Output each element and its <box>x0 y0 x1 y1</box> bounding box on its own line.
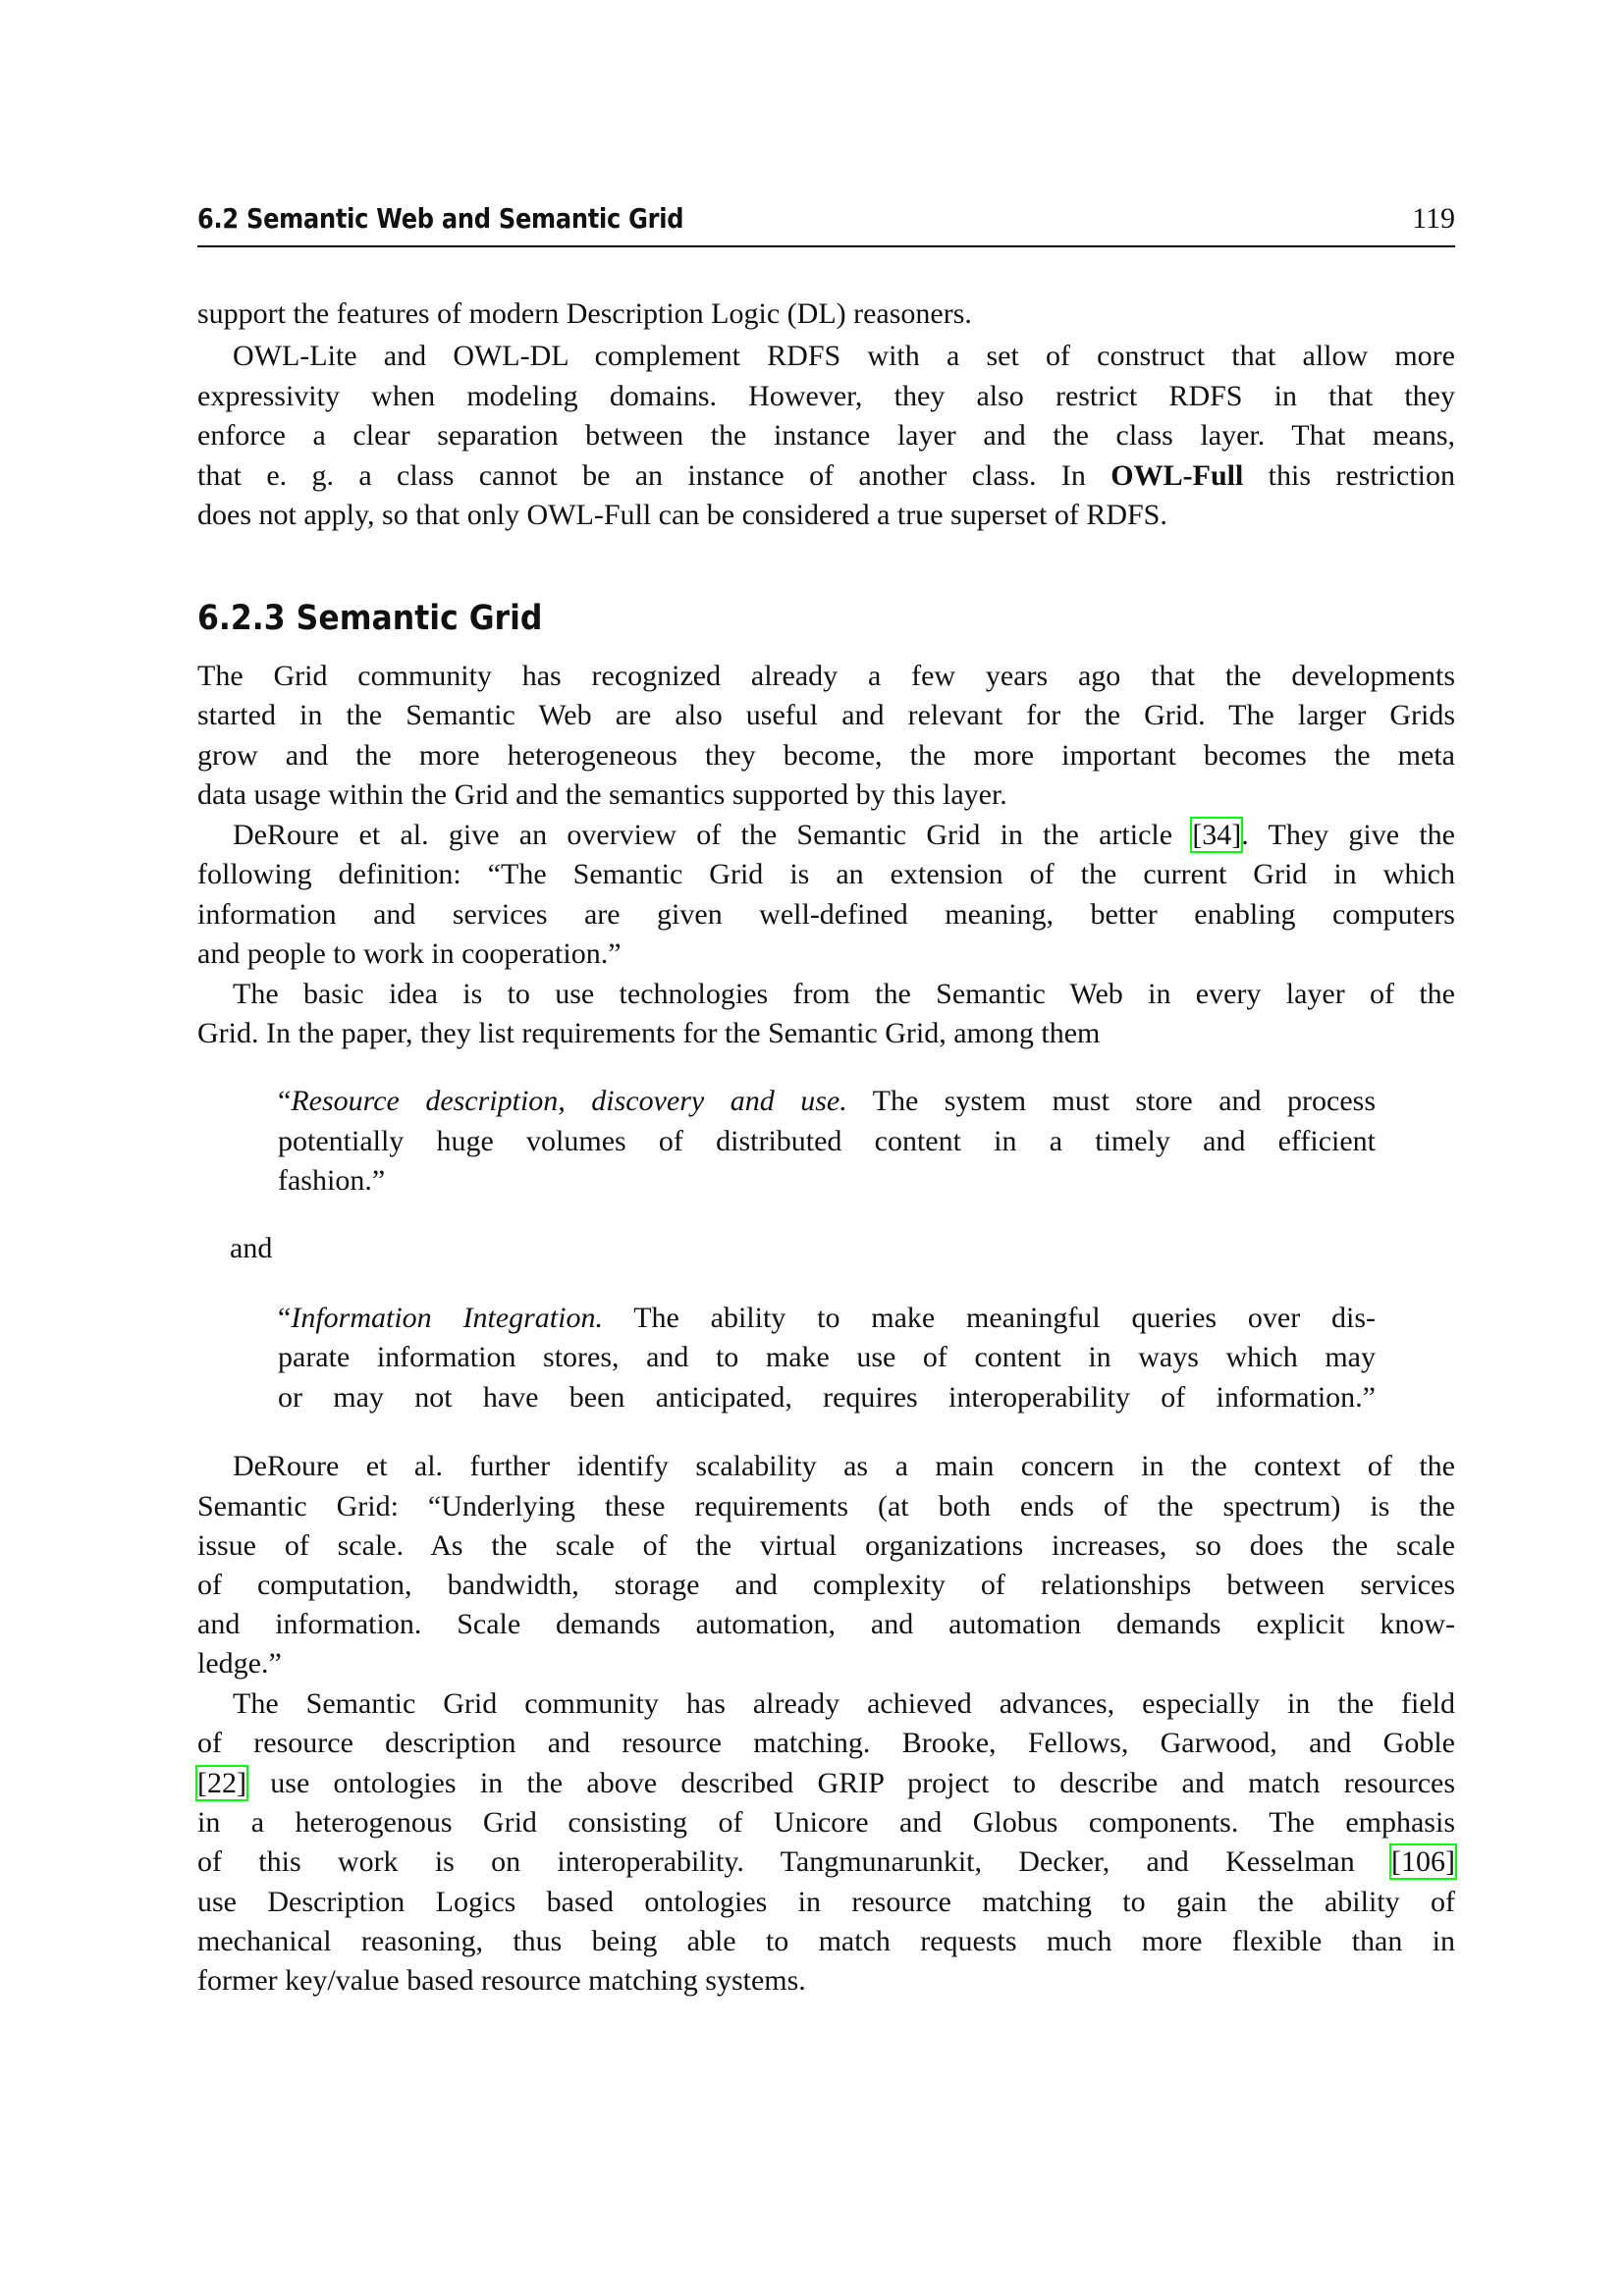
text-segment: The ability to make meaningful queries over dis- <box>602 1302 1376 1334</box>
text-segment: former key/value based resource matching systems. <box>197 1964 806 1997</box>
text-line <box>233 339 1455 374</box>
text-segment: The Semantic Grid community has already achieved advances, especially in the field <box>233 1687 1455 1720</box>
text-line <box>197 1766 1455 1801</box>
text-segment: does not apply, so that only OWL-Full can be considered a true superset of RDFS. <box>197 499 1167 531</box>
page-number: 119 <box>1412 202 1455 235</box>
italic-text: Information Integration. <box>291 1302 603 1334</box>
text-segment: of resource description and resource matching. Brooke, Fellows, Garwood, and Goble <box>197 1727 1455 1759</box>
text-segment: in a heterogenous Grid consisting of Unicore and Globus components. The emphasis <box>197 1806 1455 1839</box>
text-segment: that e. g. a class cannot be an instance of another class. In <box>197 459 1111 492</box>
text-line <box>233 818 1455 853</box>
italic-text: Resource description, discovery and use. <box>291 1085 847 1117</box>
text-segment: DeRoure et al. give an overview of the Semantic Grid in the article <box>233 819 1193 851</box>
text-line <box>197 1805 1455 1841</box>
text-line <box>197 1726 1455 1761</box>
text-segment: parate information stores, and to make use of content in ways which may <box>278 1341 1376 1373</box>
text-segment: use ontologies in the above described GRIP project to describe and match resources <box>245 1767 1455 1799</box>
text-segment: this restriction <box>1243 459 1455 492</box>
text-segment: data usage within the Grid and the semantics supported by this layer. <box>197 778 1007 811</box>
text-segment: issue of scale. As the scale of the virtual organizations increases, so does the scale <box>197 1529 1455 1562</box>
text-segment: and people to work in cooperation.” <box>197 937 622 970</box>
text-segment: use Description Logics based ontologies in resource matching to gain the ability of <box>197 1886 1455 1918</box>
header-rule <box>197 245 1455 247</box>
text-line <box>197 897 1455 933</box>
text-line <box>197 1607 1455 1642</box>
text-line <box>197 1844 1455 1880</box>
section-heading: 6.2.3 Semantic Grid <box>197 599 543 638</box>
text-line <box>197 659 1455 694</box>
text-line <box>278 1340 1376 1375</box>
text-line <box>278 1084 1376 1119</box>
text-line <box>197 379 1455 414</box>
text-line <box>278 1124 1376 1159</box>
text-segment: of computation, bandwidth, storage and complexity of relationships between services <box>197 1569 1455 1601</box>
text-segment: and information. Scale demands automation, and automation demands explicit know- <box>197 1608 1455 1640</box>
text-line <box>197 1016 1455 1051</box>
text-line <box>278 1163 1376 1199</box>
text-segment: The Grid community has recognized already a few years ago that the developments <box>197 660 1455 692</box>
text-segment: DeRoure et al. further identify scalability as a main concern in the context of the <box>233 1450 1455 1482</box>
text-segment: started in the Semantic Web are also useful and relevant for the Grid. The larger Grids <box>197 699 1455 731</box>
text-line <box>197 1568 1455 1603</box>
text-line <box>233 1449 1455 1484</box>
text-line <box>197 857 1455 892</box>
text-segment: grow and the more heterogeneous they become, the more important becomes the meta <box>197 739 1455 772</box>
text-line <box>278 1380 1376 1415</box>
text-line <box>233 1686 1455 1722</box>
text-segment: following definition: “The Semantic Grid is an extension of the current Grid in which <box>197 858 1455 890</box>
text-segment: enforce a clear separation between the instance layer and the class layer. That means, <box>197 419 1455 452</box>
citation-link[interactable]: [22] <box>197 1767 246 1799</box>
text-segment: potentially huge volumes of distributed content in a timely and efficient <box>278 1125 1376 1157</box>
text-line <box>197 498 1455 533</box>
text-line <box>197 738 1455 774</box>
text-segment: mechanical reasoning, thus being able to match requests much more flexible than in <box>197 1925 1455 1957</box>
text-line <box>233 977 1455 1012</box>
text-line <box>278 1301 1376 1336</box>
text-segment: . They give the <box>1241 819 1455 851</box>
text-line <box>197 936 1455 972</box>
text-segment: The basic idea is to use technologies from the Semantic Web in every layer of the <box>233 978 1455 1010</box>
bold-term: OWL-Full <box>1110 459 1244 492</box>
text-line <box>197 1885 1455 1920</box>
citation-link[interactable]: [34] <box>1192 819 1242 851</box>
text-line <box>197 1489 1455 1524</box>
text-segment: or may not have been anticipated, requires interoperability of information.” <box>278 1381 1376 1414</box>
text-segment: and <box>230 1232 273 1264</box>
text-line <box>197 1963 1455 1999</box>
text-segment: The system must store and process <box>846 1085 1376 1117</box>
text-segment: expressivity when modeling domains. However, they also restrict RDFS in that they <box>197 380 1455 412</box>
text-segment: Grid. In the paper, they list requirements for the Semantic Grid, among them <box>197 1017 1101 1049</box>
text-line <box>197 296 1455 332</box>
text-segment: support the features of modern Description Logic (DL) reasoners. <box>197 297 972 330</box>
text-segment: ledge.” <box>197 1647 282 1680</box>
text-line <box>197 458 1455 494</box>
running-header-title: 6.2 Semantic Web and Semantic Grid <box>197 202 684 235</box>
text-segment: Semantic Grid: “Underlying these requirements (at both ends of the spectrum) is the <box>197 1490 1455 1522</box>
text-line <box>197 1924 1455 1959</box>
text-segment: of this work is on interoperability. Tangmunarunkit, Decker, and Kesselman <box>197 1845 1392 1878</box>
text-line <box>197 418 1455 454</box>
text-line <box>197 1646 1455 1682</box>
text-segment: OWL-Lite and OWL-DL complement RDFS with a set of construct that allow more <box>233 340 1455 372</box>
text-line <box>230 1231 426 1266</box>
text-line <box>197 777 1455 813</box>
citation-link[interactable]: [106] <box>1391 1845 1455 1878</box>
text-line <box>197 698 1455 733</box>
text-line <box>197 1528 1455 1564</box>
text-segment: fashion.” <box>278 1164 386 1197</box>
text-segment: “ <box>278 1085 292 1117</box>
text-segment: “ <box>278 1302 292 1334</box>
text-segment: information and services are given well-defined meaning, better enabling computers <box>197 898 1455 931</box>
